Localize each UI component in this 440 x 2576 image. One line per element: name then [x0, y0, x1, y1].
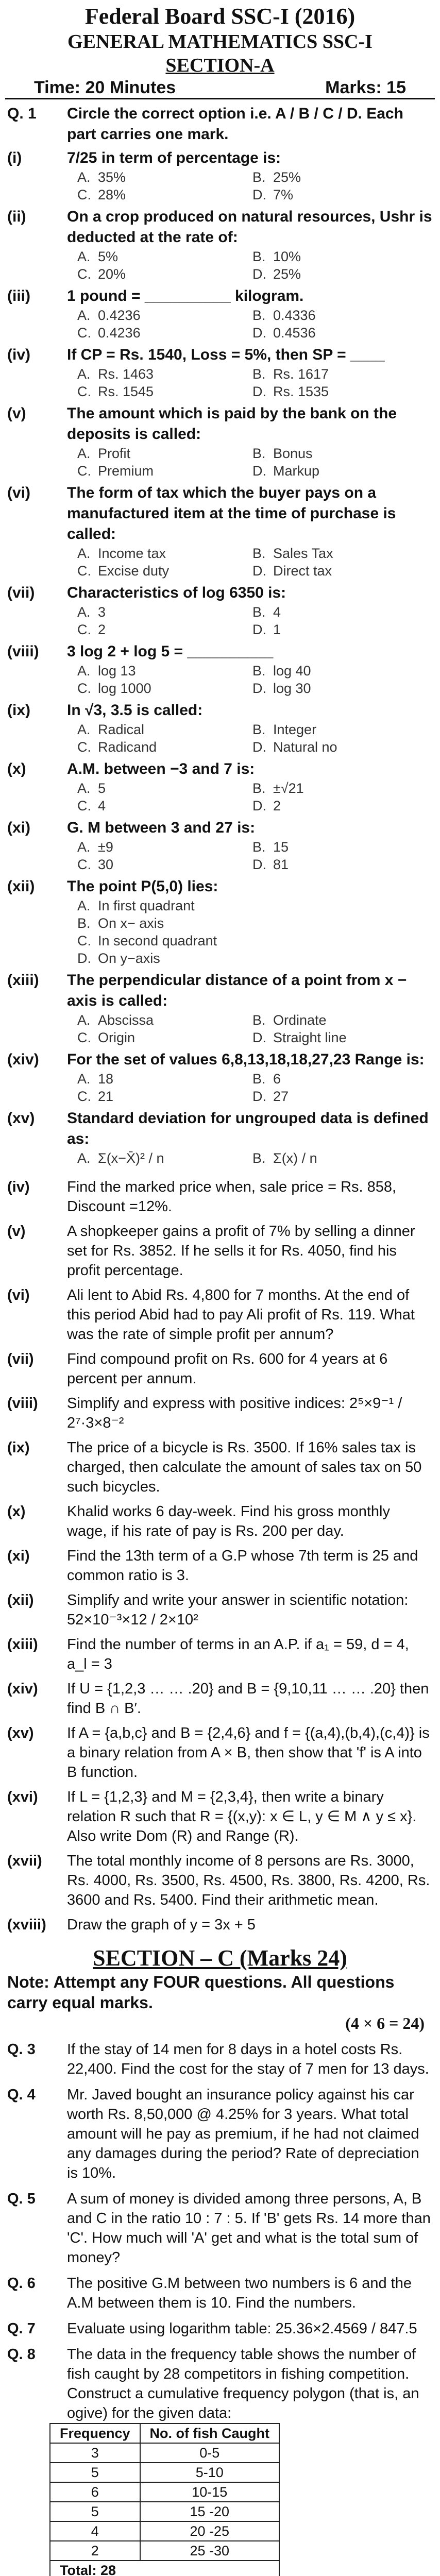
option-letter: D.	[252, 266, 266, 282]
question-number: (xiv)	[7, 1681, 38, 1697]
mcq-number: (v)	[7, 405, 26, 422]
section-a-title: SECTION-A	[165, 55, 275, 76]
question-text: A sum of money is divided among three persons, A, B and C in the ratio 10 : 7 : 5. If 'B' gets Rs. 14 more than 'C'. How much will 'A' get and what is the total sum of money?	[67, 2191, 431, 2266]
mcq-item	[0, 104, 440, 145]
table-row	[50, 2502, 279, 2521]
option-text: 5%	[98, 249, 119, 264]
mcq-item	[0, 286, 440, 307]
mcq-stem: Circle the correct option i.e. A / B / C / D. Each part carries one mark.	[67, 105, 403, 143]
option-text: In second quadrant	[98, 933, 217, 948]
mcq-number: (iii)	[7, 287, 30, 304]
long-question	[0, 2040, 440, 2079]
option-letter: C.	[77, 384, 91, 399]
mcq-stem: In √3, 3.5 is called:	[67, 702, 203, 719]
short-question	[0, 1635, 440, 1674]
option-letter	[252, 897, 273, 914]
option-text: Natural no	[273, 739, 337, 755]
mcq-item	[0, 641, 440, 662]
table-row	[50, 2482, 279, 2502]
short-question	[0, 1723, 440, 1782]
option-text: On x− axis	[98, 916, 164, 931]
question-text: Evaluate using logarithm table: 25.36×2.4569 / 847.5	[67, 2320, 417, 2337]
time-marks-row	[5, 77, 435, 99]
mcq-options	[77, 897, 440, 967]
short-question	[0, 1546, 440, 1585]
option-text: Premium	[98, 463, 154, 479]
question-text: The total monthly income of 8 persons are Rs. 3000, Rs. 4000, Rs. 3500, Rs. 4500, Rs. 3800, Rs. 4200, Rs. 3600 and Rs. 5400. Find their arithmetic mean.	[67, 1853, 430, 1908]
option-letter: C.	[77, 798, 91, 814]
mcq-options	[77, 779, 440, 815]
mcq-item	[0, 818, 440, 838]
option-text: 0.4536	[273, 325, 316, 341]
mcq-item	[0, 970, 440, 1011]
mcq-options	[77, 603, 440, 638]
table-total: Total: 28	[50, 2561, 279, 2576]
question-number: (iv)	[7, 1179, 30, 1195]
table-row	[50, 2443, 279, 2463]
question-number: (viii)	[7, 1395, 38, 1412]
mcq-stem: For the set of values 6,8,13,18,18,27,23 Range is:	[67, 1051, 425, 1068]
option-text: 0.4236	[98, 325, 141, 341]
long-question	[0, 2189, 440, 2267]
mcq-item	[0, 207, 440, 248]
option-text	[273, 914, 428, 932]
option-text: ±9	[98, 839, 113, 855]
question-number: Q. 6	[7, 2275, 36, 2292]
option-text: In first quadrant	[98, 898, 195, 913]
cell-fish: 0-5	[140, 2443, 279, 2463]
option-text: Direct tax	[273, 563, 332, 579]
question-number: (xvii)	[7, 1853, 42, 1869]
option-letter: C.	[77, 563, 91, 579]
section-c-marks: (4 × 6 = 24)	[345, 2014, 425, 2032]
mcq-stem: 3 log 2 + log 5 = __________	[67, 643, 274, 660]
long-question	[0, 2319, 440, 2338]
short-question	[0, 1679, 440, 1718]
option-text: 6	[273, 1071, 281, 1087]
mcq-number: (viii)	[7, 643, 39, 660]
paper-title: Federal Board SSC-I (2016)	[84, 4, 356, 29]
mcq-stem: The form of tax which the buyer pays on a manufactured item at the time of purchase is called:	[67, 484, 396, 543]
cell-frequency: 3	[50, 2443, 140, 2463]
table-body	[50, 2443, 279, 2561]
option-letter: A.	[77, 1012, 91, 1028]
long-question	[0, 2274, 440, 2313]
mcq-options	[77, 365, 440, 400]
option-letter: A.	[77, 1150, 91, 1166]
option-letter: A.	[77, 249, 91, 264]
mcq-number: (xv)	[7, 1110, 35, 1127]
question-number: Q. 8	[7, 2346, 36, 2363]
short-question	[0, 1590, 440, 1630]
mcq-stem: The perpendicular distance of a point from x − axis is called:	[67, 972, 407, 1009]
option-text: 2	[98, 622, 106, 637]
option-text: On y−axis	[98, 951, 160, 966]
option-letter: B.	[252, 604, 266, 620]
option-text: 1	[273, 622, 281, 637]
question-text: Simplify and express with positive indices: 2⁵×9⁻¹ / 2⁷·3×8⁻²	[67, 1395, 402, 1431]
option-letter	[252, 914, 273, 932]
mcq-number: (vi)	[7, 484, 30, 501]
mcq-number: (i)	[7, 149, 22, 166]
option-text: Excise duty	[98, 563, 170, 579]
mcq-number: Q. 1	[7, 105, 37, 122]
option-letter: A.	[77, 170, 91, 185]
question-number: Q. 7	[7, 2320, 36, 2337]
short-question	[0, 1787, 440, 1846]
option-letter: B.	[252, 170, 266, 185]
question-text: The positive G.M between two numbers is 6 and the A.M between them is 10. Find the numbers.	[67, 2275, 412, 2311]
question-number: (xiii)	[7, 1636, 38, 1653]
mcq-number: (ii)	[7, 208, 26, 225]
option-letter: A.	[77, 722, 91, 737]
option-letter: B.	[252, 249, 266, 264]
option-text: log 1000	[98, 681, 151, 696]
option-letter: D.	[252, 798, 266, 814]
mcq-stem: Standard deviation for ungrouped data is defined as:	[67, 1110, 429, 1147]
question-text: The price of a bicycle is Rs. 3500. If 16% sales tax is charged, then calculate the amount of sales tax on 50 such bicycles.	[67, 1439, 422, 1495]
option-letter: A.	[77, 308, 91, 323]
question-text: Ali lent to Abid Rs. 4,800 for 7 months. At the end of this period Abid had to pay Ali profit of Rs. 119. What was the rate of simple profit per annum?	[67, 1287, 415, 1343]
mcq-options	[77, 838, 440, 873]
question-text: The data in the frequency table shows the number of fish caught by 28 competitors in fishing competition. Construct a cumulative frequency polygon (that is, an ogive) for the given data:	[67, 2346, 419, 2421]
mcq-options	[77, 1149, 440, 1167]
question-text: Mr. Javed bought an insurance policy against his car worth Rs. 8,50,000 @ 4.25% for 3 years. What total amount will he pay as premium, if he had not claimed any damages during the period? Rate of depreciation is 10%.	[67, 2087, 419, 2181]
option-letter: A.	[77, 663, 91, 679]
question-number: (xvi)	[7, 1789, 38, 1805]
option-letter: D.	[252, 384, 266, 399]
question-text: If U = {1,2,3 … … .20} and B = {9,10,11 … … .20} then find B ∩ B′.	[67, 1681, 429, 1717]
option-letter: C.	[77, 1089, 91, 1104]
mcq-number: (xii)	[7, 878, 35, 895]
question-text: A shopkeeper gains a profit of 7% by selling a dinner set for Rs. 3852. If he sells it for Rs. 4050, find his profit percentage.	[67, 1223, 415, 1279]
mcq-number: (xiv)	[7, 1051, 39, 1068]
mcq-item	[0, 876, 440, 897]
option-text: 35%	[98, 170, 126, 185]
option-letter: B.	[252, 663, 266, 679]
question-text: If the stay of 14 men for 8 days in a hotel costs Rs. 22,400. Find the cost for the stay of 7 men for 13 days.	[67, 2041, 429, 2077]
option-letter: B.	[252, 1012, 266, 1028]
option-letter: D.	[252, 857, 266, 872]
table-row	[50, 2541, 279, 2561]
mcq-item	[0, 483, 440, 545]
marks-label: Marks: 15	[325, 78, 406, 97]
option-text: Rs. 1535	[273, 384, 329, 399]
option-text: Profit	[98, 446, 131, 461]
question-text: Find compound profit on Rs. 600 for 4 years at 6 percent per annum.	[67, 1351, 388, 1387]
mcq-item	[0, 403, 440, 445]
option-letter: C.	[77, 622, 91, 637]
option-letter: A.	[77, 781, 91, 796]
short-question	[0, 1851, 440, 1910]
option-letter: A.	[77, 839, 91, 855]
cell-frequency: 4	[50, 2521, 140, 2541]
option-letter: B.	[252, 446, 266, 461]
option-letter: C.	[77, 325, 91, 341]
option-letter: D.	[77, 951, 91, 966]
option-letter: A.	[77, 546, 91, 561]
option-text: Σ(x−X̄)² / n	[98, 1150, 164, 1166]
question-number: (ix)	[7, 1439, 30, 1456]
mcq-stem: The point P(5,0) lies:	[67, 878, 218, 895]
option-text: 25%	[273, 266, 301, 282]
section-c-title: SECTION – C (Marks 24)	[93, 1945, 347, 1971]
question-text: If A = {a,b,c} and B = {2,4,6} and f = {(a,4),(b,4),(c,4)} is a binary relation from A × B, then show that 'f' is A into B function.	[67, 1725, 430, 1781]
question-number: (xi)	[7, 1548, 30, 1564]
mcq-number: (ix)	[7, 702, 30, 719]
mcq-item	[0, 759, 440, 779]
option-text: Integer	[273, 722, 317, 737]
option-letter: A.	[77, 1071, 91, 1087]
cell-fish: 15 -20	[140, 2502, 279, 2521]
option-letter: B.	[252, 722, 266, 737]
question-number: Q. 4	[7, 2087, 36, 2103]
mcq-stem: Characteristics of log 6350 is:	[67, 584, 286, 601]
option-letter: D.	[252, 681, 266, 696]
option-text: 18	[98, 1071, 114, 1087]
mcq-item	[0, 700, 440, 721]
option-text: 20%	[98, 266, 126, 282]
option-letter: C.	[77, 933, 91, 948]
option-text: Radical	[98, 722, 145, 737]
paper-header	[0, 0, 440, 77]
option-letter: C.	[77, 1030, 91, 1045]
option-letter: D.	[252, 463, 266, 479]
option-text: Income tax	[98, 546, 166, 561]
option-text: 27	[273, 1089, 289, 1104]
mcq-item	[0, 1049, 440, 1070]
cell-fish: 20 -25	[140, 2521, 279, 2541]
option-text: 0.4236	[98, 308, 141, 323]
option-text: 2	[273, 798, 281, 814]
option-letter: C.	[77, 266, 91, 282]
mcq-item	[0, 345, 440, 365]
option-letter: B.	[252, 839, 266, 855]
mcq-stem: 1 pound = __________ kilogram.	[67, 287, 304, 304]
mcq-number: (iv)	[7, 346, 30, 363]
question-number: (vii)	[7, 1351, 34, 1367]
mcq-number: (vii)	[7, 584, 35, 601]
option-letter: A.	[77, 366, 91, 382]
table-header-fish: No. of fish Caught	[140, 2424, 279, 2443]
question-text: Find the 13th term of a G.P whose 7th term is 25 and common ratio is 3.	[67, 1548, 418, 1584]
option-letter: B.	[252, 366, 266, 382]
option-letter: B.	[77, 916, 91, 931]
mcq-stem: A.M. between −3 and 7 is:	[67, 760, 255, 777]
option-text: 4	[273, 604, 281, 620]
option-text: log 40	[273, 663, 311, 679]
option-letter: C.	[77, 187, 91, 202]
option-text: Ordinate	[273, 1012, 327, 1028]
option-letter: D.	[252, 563, 266, 579]
question-text: If L = {1,2,3} and M = {2,3,4}, then write a binary relation R such that R = {(x,y): x ∈ L, y ∈ M ∧ y ≤ x}. Also write Dom (R) and Range (R).	[67, 1789, 417, 1844]
question-number: Q. 3	[7, 2041, 36, 2058]
option-letter: D.	[252, 1089, 266, 1104]
question-number: Q. 5	[7, 2191, 36, 2207]
question-number: (vi)	[7, 1287, 30, 1303]
option-text: 25%	[273, 170, 301, 185]
question-text: Find the number of terms in an A.P. if a₁ = 59, d = 4, a_l = 3	[67, 1636, 409, 1672]
mcq-options	[77, 662, 440, 697]
option-letter: C.	[77, 463, 91, 479]
option-text: 4	[98, 798, 106, 814]
option-text: 5	[98, 781, 106, 796]
option-letter: D.	[252, 325, 266, 341]
short-question	[0, 1222, 440, 1280]
option-text	[273, 897, 428, 914]
option-text: 0.4336	[273, 308, 316, 323]
option-letter: D.	[252, 1030, 266, 1045]
question-text: Find the marked price when, sale price = Rs. 858, Discount =12%.	[67, 1179, 397, 1215]
option-letter: B.	[252, 1071, 266, 1087]
long-question	[0, 2345, 440, 2423]
mcq-options	[77, 248, 440, 283]
mcq-stem: The amount which is paid by the bank on the deposits is called:	[67, 405, 397, 443]
option-text: Straight line	[273, 1030, 347, 1045]
option-text: 81	[273, 857, 289, 872]
question-number: (xv)	[7, 1725, 34, 1741]
question-text: Draw the graph of y = 3x + 5	[67, 1917, 256, 1933]
frequency-table	[49, 2423, 280, 2576]
option-text: Σ(x) / n	[273, 1150, 317, 1166]
option-text: Sales Tax	[273, 546, 333, 561]
option-letter: B.	[252, 546, 266, 561]
short-question	[0, 1177, 440, 1216]
option-text: Rs. 1617	[273, 366, 329, 382]
option-text: Bonus	[273, 446, 313, 461]
question-number: (x)	[7, 1503, 26, 1520]
short-question	[0, 1349, 440, 1388]
mcq-item	[0, 148, 440, 168]
cell-frequency: 6	[50, 2482, 140, 2502]
option-text: Origin	[98, 1030, 136, 1045]
option-letter: C.	[77, 681, 91, 696]
mcq-stem: On a crop produced on natural resources, Ushr is deducted at the rate of:	[67, 208, 432, 246]
option-letter	[252, 950, 273, 967]
mcq-number: (xiii)	[7, 972, 39, 989]
mcq-number: (xi)	[7, 819, 30, 836]
option-text: 30	[98, 857, 114, 872]
question-number: (v)	[7, 1223, 26, 1240]
table-row	[50, 2521, 279, 2541]
mcq-options	[77, 545, 440, 580]
section-a	[0, 104, 440, 1167]
short-question	[0, 1285, 440, 1344]
option-text	[273, 950, 428, 967]
option-text: Abscissa	[98, 1012, 154, 1028]
mcq-options	[77, 1011, 440, 1046]
question-text: Khalid works 6 day-week. Find his gross monthly wage, if his rate of pay is Rs. 200 per day.	[67, 1503, 390, 1539]
option-text: Rs. 1463	[98, 366, 154, 382]
cell-frequency: 5	[50, 2463, 140, 2482]
short-question	[0, 1502, 440, 1541]
mcq-options	[77, 168, 440, 204]
time-label: Time: 20 Minutes	[34, 78, 176, 97]
option-letter: A.	[77, 898, 91, 913]
mcq-stem: If CP = Rs. 1540, Loss = 5%, then SP = ____	[67, 346, 385, 363]
option-letter: D.	[252, 739, 266, 755]
mcq-item	[0, 583, 440, 603]
option-text: log 13	[98, 663, 136, 679]
option-text: Markup	[273, 463, 320, 479]
cell-fish: 5-10	[140, 2463, 279, 2482]
option-text: Radicand	[98, 739, 157, 755]
option-text: ±√21	[273, 781, 304, 796]
option-text: 15	[273, 839, 289, 855]
table-row	[50, 2463, 279, 2482]
option-letter: B.	[252, 781, 266, 796]
mcq-item	[0, 1108, 440, 1149]
option-letter: B.	[252, 1150, 266, 1166]
subject-title: GENERAL MATHEMATICS SSC-I	[67, 31, 373, 53]
mcq-number: (x)	[7, 760, 26, 777]
option-text: 7%	[273, 187, 294, 202]
option-text: 3	[98, 604, 106, 620]
option-text: 21	[98, 1089, 114, 1104]
section-c-note: Note: Attempt any FOUR questions. All questions carry equal marks.	[7, 1973, 395, 2012]
option-text: log 30	[273, 681, 311, 696]
option-letter: D.	[252, 187, 266, 202]
option-letter: C.	[77, 739, 91, 755]
mcq-options	[77, 721, 440, 756]
mcq-options	[77, 445, 440, 480]
cell-frequency: 5	[50, 2502, 140, 2521]
short-question	[0, 1915, 440, 1935]
mcq-stem: 7/25 in term of percentage is:	[67, 149, 281, 166]
cell-fish: 25 -30	[140, 2541, 279, 2561]
option-letter: D.	[252, 622, 266, 637]
long-question	[0, 2085, 440, 2183]
option-text: Rs. 1545	[98, 384, 154, 399]
option-letter	[252, 932, 273, 950]
mcq-stem: G. M between 3 and 27 is:	[67, 819, 256, 836]
short-question	[0, 1438, 440, 1497]
cell-fish: 10-15	[140, 2482, 279, 2502]
question-number: (xviii)	[7, 1917, 46, 1933]
table-header-frequency: Frequency	[50, 2424, 140, 2443]
cell-frequency: 2	[50, 2541, 140, 2561]
section-b	[0, 1177, 440, 1935]
option-text	[273, 932, 428, 950]
question-text: Simplify and write your answer in scientific notation: 52×10⁻³×12 / 2×10²	[67, 1592, 409, 1628]
option-text: 10%	[273, 249, 301, 264]
section-c	[0, 1945, 440, 2576]
option-letter: C.	[77, 857, 91, 872]
short-question	[0, 1394, 440, 1433]
section-c-questions	[0, 2040, 440, 2423]
question-number: (xii)	[7, 1592, 34, 1608]
option-text: 28%	[98, 187, 126, 202]
option-letter: A.	[77, 446, 91, 461]
mcq-options	[77, 1070, 440, 1105]
mcq-options	[77, 307, 440, 342]
option-letter: B.	[252, 308, 266, 323]
option-letter: A.	[77, 604, 91, 620]
